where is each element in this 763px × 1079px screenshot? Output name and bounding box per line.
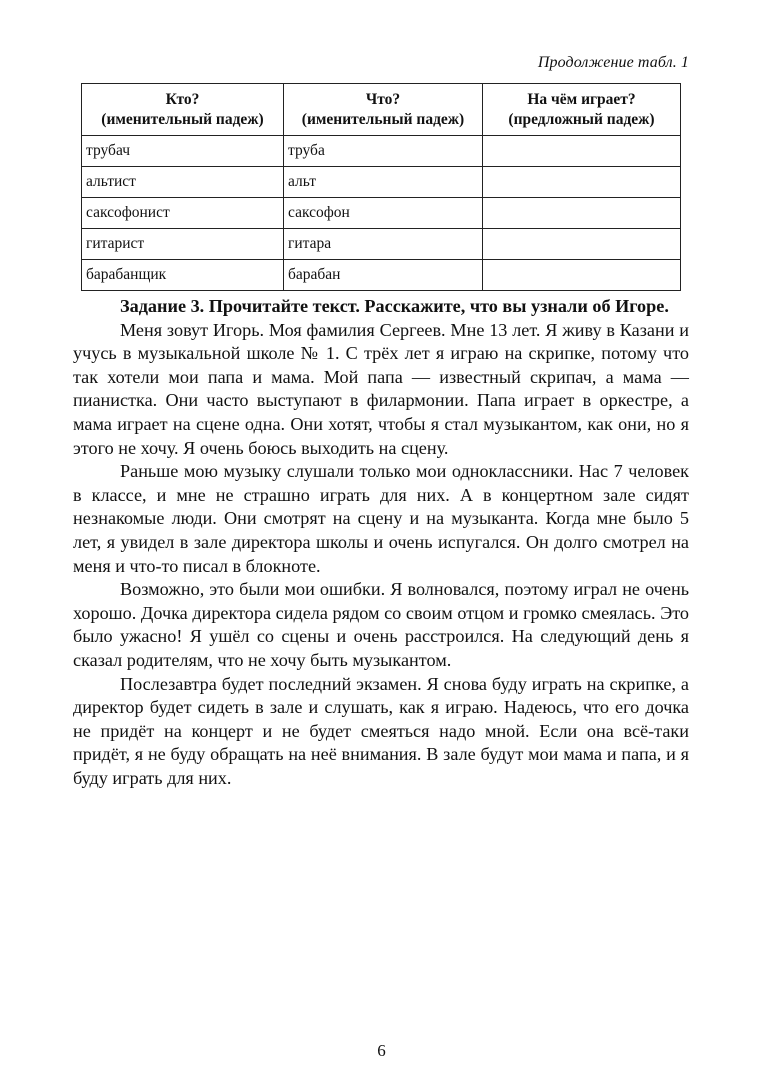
paragraph: Возможно, это были мои ошибки. Я волновался, поэтому играл не очень хорошо. Дочка директора сидела рядом со своим отцом и громко смеялась. Это было ужасно! Я ушёл со сцены и очень расстроился. На следующий день я сказал родителям, что не хочу быть музыкантом. <box>73 579 689 670</box>
instruments-table <box>81 83 681 291</box>
answer-cell <box>483 167 681 198</box>
answer-cell <box>483 198 681 229</box>
musician-cell: трубач <box>82 136 284 167</box>
instrument-cell: альт <box>284 167 483 198</box>
header-what <box>284 84 483 136</box>
paragraph: Послезавтра будет последний экзамен. Я снова буду играть на скрипке, а директор будет сидеть в зале и слушать, как я играю. Надеюсь, что его дочка не придёт на концерт и не будет смеяться надо мной. Если она всё-таки придёт, я не буду обращать на неё внимания. В зале будут мои мама и папа, и я буду играть для них. <box>73 673 689 788</box>
task-heading: Задание 3. Прочитайте текст. Расскажите, что вы узнали об Игоре. <box>120 296 669 316</box>
header-plays-on <box>483 84 681 136</box>
instrument-cell: саксофон <box>284 198 483 229</box>
table-row <box>82 260 681 291</box>
header-what-case: (именительный падеж) <box>301 110 465 128</box>
instrument-cell: гитара <box>284 229 483 260</box>
header-who-case: (именительный падеж) <box>101 110 264 128</box>
table-row <box>82 136 681 167</box>
musician-cell: барабанщик <box>82 260 284 291</box>
header-who-question: Кто? <box>165 90 200 108</box>
task-text <box>73 295 689 790</box>
paragraph: Меня зовут Игорь. Моя фамилия Сергеев. Мне 13 лет. Я живу в Казани и учусь в музыкальной школе № 1. С трёх лет я играю на скрипке, потому что так хотели мои папа и мама. Мой папа — известный скрипач, а мама — пианистка. Они часто выступают в филармонии. Папа играет в оркестре, а мама играет на сцене одна. Они хотят, чтобы я стал музыкантом, как они, но я этого не хочу. Я очень боюсь выходить на сцену. <box>73 319 689 458</box>
table-row <box>82 198 681 229</box>
answer-cell <box>483 229 681 260</box>
paragraph: Раньше мою музыку слушали только мои одноклассники. Нас 7 человек в классе, и мне не страшно играть для них. А в концертном зале сидят незнакомые люди. Они смотрят на сцену и на музыканта. Когда мне было 5 лет, я увидел в зале директора школы и очень испугался. Он долго смотрел на меня и что-то писал в блокноте. <box>73 461 689 576</box>
musician-cell: альтист <box>82 167 284 198</box>
table-row <box>82 229 681 260</box>
table-caption: Продолжение табл. 1 <box>537 54 689 71</box>
header-who <box>82 84 284 136</box>
table-row <box>82 167 681 198</box>
table-header-row <box>82 84 681 136</box>
page-number: 6 <box>377 1041 386 1060</box>
answer-cell <box>483 136 681 167</box>
header-plays-on-case: (предложный падеж) <box>508 110 655 128</box>
instrument-cell: труба <box>284 136 483 167</box>
header-plays-on-question: На чём играет? <box>527 90 636 108</box>
instrument-cell: барабан <box>284 260 483 291</box>
musician-cell: саксофонист <box>82 198 284 229</box>
answer-cell <box>483 260 681 291</box>
header-what-question: Что? <box>365 90 401 108</box>
musician-cell: гитарист <box>82 229 284 260</box>
